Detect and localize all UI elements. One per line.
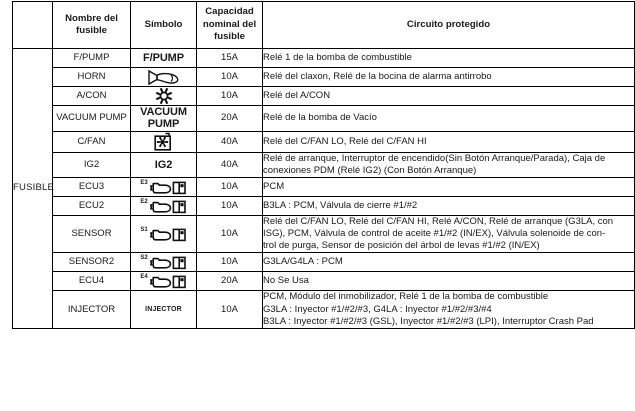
fuse-rating-cell: 10A <box>197 291 263 328</box>
symbol-wrapper <box>131 106 196 131</box>
fuse-symbol-cell <box>131 177 197 196</box>
engine-symbol-group <box>140 198 186 214</box>
table-row <box>13 215 635 252</box>
header-corner-blank <box>13 2 53 49</box>
symbol-code-label: S1 <box>140 227 148 234</box>
symbol-wrapper <box>131 68 196 86</box>
fuse-rating-cell: 10A <box>197 196 263 215</box>
symbol-code-label: E4 <box>140 274 148 281</box>
symbol-wrapper <box>131 178 196 196</box>
engine-ecu-icon-holder <box>149 179 187 195</box>
table-row <box>13 106 635 132</box>
circuit-description-line: Relé del C/FAN LO, Relé del C/FAN HI <box>263 135 427 147</box>
fuse-name-cell: ECU2 <box>53 196 131 215</box>
fuse-rating-cell: 10A <box>197 87 263 106</box>
protected-circuit-cell <box>263 131 635 152</box>
table-row <box>13 152 635 177</box>
fuse-name-cell: A/CON <box>53 87 131 106</box>
fuse-rating-cell: 10A <box>197 177 263 196</box>
circuit-description-line: Relé de arranque, Interruptor de encendido(Sin Botón Arranque/Parada), Caja de <box>263 152 606 164</box>
protected-circuit-cell <box>263 215 635 252</box>
fuse-symbol-cell <box>131 87 197 106</box>
circuit-description-line: No Se Usa <box>263 275 309 287</box>
fuse-symbol-cell <box>131 49 197 68</box>
protected-circuit-cell <box>263 49 635 68</box>
circuit-description-line: ISG), PCM, Válvula de control de aceite #1/#2 (IN/EX), Válvula solenoide de con- <box>263 228 606 240</box>
header-fuse-name: Nombre del fusible <box>53 2 131 49</box>
engine-ecu-icon <box>149 273 187 289</box>
fuse-rating-cell: 10A <box>197 253 263 272</box>
fuse-symbol-cell <box>131 131 197 152</box>
fuse-symbol-cell <box>131 106 197 132</box>
engine-symbol-group <box>140 226 186 242</box>
header-protected-circuit: Circuito protegido <box>263 2 635 49</box>
fuse-specification-page <box>0 1 635 411</box>
fuse-name-cell: ECU4 <box>53 272 131 291</box>
horn-icon-holder <box>147 69 181 86</box>
circuit-description-line: B3LA : Inyector #1/#2/#3 (GSL), Inyector #1/#2/#3 (LPI), Interruptor Crash Pad <box>263 315 594 327</box>
fuse-rating-cell: 40A <box>197 152 263 177</box>
fuse-name-cell: VACUUM PUMP <box>53 106 131 132</box>
circuit-description-line: Relé del C/FAN LO, Relé del C/FAN HI, Relé A/CON, Relé de arranque (G3LA, con <box>263 215 614 227</box>
fuse-rating-cell: 10A <box>197 215 263 252</box>
fuse-name-cell: SENSOR2 <box>53 253 131 272</box>
table-row <box>13 272 635 291</box>
table-row <box>13 196 635 215</box>
fuse-name-cell: SENSOR <box>53 215 131 252</box>
table-body <box>13 49 635 329</box>
cooling-fan-icon-holder <box>153 132 174 152</box>
fuse-symbol-cell <box>131 291 197 328</box>
table-row <box>13 131 635 152</box>
text-vacuum-pump: VACUUM PUMP <box>140 106 187 131</box>
protected-circuit-cell <box>263 106 635 132</box>
fuse-symbol-cell <box>131 272 197 291</box>
fuse-symbol-cell <box>131 253 197 272</box>
symbol-wrapper <box>131 272 196 290</box>
circuit-description-line: Relé de la bomba de Vacío <box>263 112 377 124</box>
circuit-description-line: B3LA : PCM, Válvula de cierre #1/#2 <box>263 199 418 211</box>
circuit-description-line: PCM, Módulo del inmobilizador, Relé 1 de la bomba de combustible <box>263 291 549 303</box>
symbol-code-label: E3 <box>140 179 148 186</box>
protected-circuit-cell <box>263 87 635 106</box>
fuse-name-cell: IG2 <box>53 152 131 177</box>
horn-icon <box>147 69 181 86</box>
fuse-symbol-cell <box>131 152 197 177</box>
engine-symbol-group <box>140 254 186 270</box>
table-row <box>13 87 635 106</box>
fuse-name-cell: ECU3 <box>53 177 131 196</box>
text-fpump: F/PUMP <box>143 51 184 64</box>
symbol-code-label: E2 <box>140 198 148 205</box>
engine-ecu-icon-holder <box>149 273 187 289</box>
fan-burst-icon-holder <box>155 87 173 105</box>
fuse-rating-cell: 15A <box>197 49 263 68</box>
cooling-fan-icon <box>153 132 174 152</box>
engine-symbol-group <box>140 273 186 289</box>
fuse-name-cell: C/FAN <box>53 131 131 152</box>
symbol-wrapper <box>131 49 196 67</box>
protected-circuit-cell <box>263 291 635 328</box>
fuse-rating-cell: 20A <box>197 106 263 132</box>
engine-ecu-icon-holder <box>149 198 187 214</box>
circuit-description-line: Relé del claxon, Relé de la bocina de alarma antirrobo <box>263 70 492 82</box>
fan-burst-icon <box>155 87 173 105</box>
circuit-description-line: Relé 1 de la bomba de combustible <box>263 51 412 63</box>
circuit-description-line: PCM <box>263 180 285 192</box>
engine-ecu-icon <box>149 179 187 195</box>
fuse-name-cell: F/PUMP <box>53 49 131 68</box>
symbol-wrapper <box>131 132 196 152</box>
engine-symbol-group <box>140 179 186 195</box>
text-injector: INJECTOR <box>145 305 182 313</box>
protected-circuit-cell <box>263 272 635 291</box>
fuse-rating-cell: 20A <box>197 272 263 291</box>
symbol-code-label: S2 <box>140 255 148 262</box>
protected-circuit-cell <box>263 253 635 272</box>
symbol-wrapper <box>131 253 196 271</box>
fuse-name-cell: INJECTOR <box>53 291 131 328</box>
fuse-symbol-cell <box>131 196 197 215</box>
table-row <box>13 291 635 328</box>
protected-circuit-cell <box>263 152 635 177</box>
protected-circuit-cell <box>263 196 635 215</box>
table-row <box>13 177 635 196</box>
symbol-wrapper <box>131 87 196 105</box>
protected-circuit-cell <box>263 68 635 87</box>
engine-ecu-icon <box>149 198 187 214</box>
circuit-description-line: conexiones PDM (Relé IG2) (Con Botón Arranque) <box>263 164 477 176</box>
header-fuse-rating: Capacidad nominal del fusible <box>197 2 263 49</box>
engine-ecu-icon <box>149 226 187 242</box>
table-header-row <box>13 2 635 49</box>
table-row <box>13 49 635 68</box>
circuit-description-line: trol de purga, Sensor de posición del árbol de levas #1/#2 (IN/EX) <box>263 240 540 252</box>
fuse-specification-table <box>12 1 635 329</box>
engine-ecu-icon-holder <box>149 254 187 270</box>
fuse-rating-cell: 40A <box>197 131 263 152</box>
table-row <box>13 68 635 87</box>
circuit-description-line: Relé del A/CON <box>263 89 331 101</box>
fuse-symbol-cell <box>131 215 197 252</box>
engine-ecu-icon-holder <box>149 226 187 242</box>
symbol-wrapper <box>131 301 196 319</box>
protected-circuit-cell <box>263 177 635 196</box>
symbol-wrapper <box>131 225 196 243</box>
table-row <box>13 253 635 272</box>
fuse-name-cell: HORN <box>53 68 131 87</box>
symbol-wrapper <box>131 197 196 215</box>
text-ig2: IG2 <box>154 158 173 171</box>
fuse-group-label: FUSIBLE <box>13 49 53 329</box>
fuse-symbol-cell <box>131 68 197 87</box>
engine-ecu-icon <box>149 254 187 270</box>
circuit-description-line: G3LA : Inyector #1/#2/#3, G4LA : Inyector #1/#2/#3/#4 <box>263 303 492 315</box>
circuit-description-line: G3LA/G4LA : PCM <box>263 256 343 268</box>
symbol-wrapper <box>131 156 196 174</box>
fuse-rating-cell: 10A <box>197 68 263 87</box>
header-symbol: Símbolo <box>131 2 197 49</box>
